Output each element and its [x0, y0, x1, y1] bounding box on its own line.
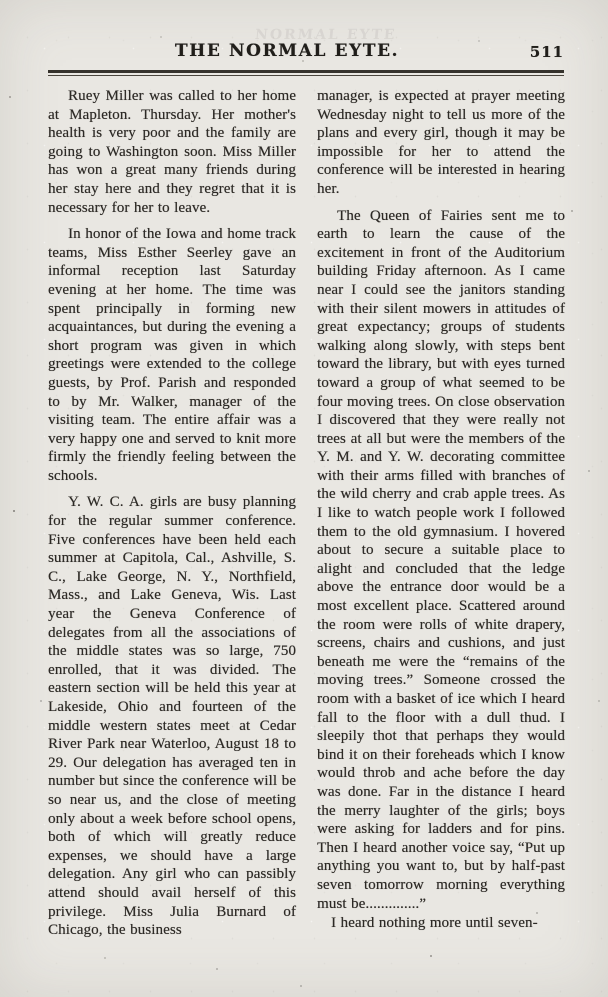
article-body [48, 87, 565, 997]
left-column [48, 87, 296, 997]
paragraph-ywca-conference: Y. W. C. A. girls are busy planning for the regular summer conference. Five conferences have been held each summer at Capitola, Cal., Ashville, S. C., Lake George, N. Y., Northfield, Mass., and Lake Geneva, Wis. Last year the Geneva Conference of delegates from all the associations of the middle states was so large, 750 enrolled, that it was divided. The eastern section will be held this year at Lakeside, Ohio and fourteen of the middle western states meet at Cedar River Park near Waterloo, August 18 to 29. Our delegation has averaged ten in number but since the conference will be so near us, and the close of meeting only about a week before school opens, both of which will greatly reduce expenses, we should have a large delegation. Any girl who can passibly attend should avail herself of this privilege. Miss Julia Burnard of Chicago, the business [48, 494, 296, 939]
paragraph-reception: In honor of the Iowa and home track teams, Miss Esther Seerley gave an informal reception last Saturday evening at her home. The time was spent principally in forming new acquaintances, but during the evening a short program was given in which greetings were extended to the college guests, by Prof. Parish and responded to by Mr. Walker, manager of the visiting team. The entire affair was a very happy one and served to knit more firmly the friendly feeling between the schools. [48, 226, 296, 484]
paragraph-ywca-continued: manager, is expected at prayer meeting Wednesday night to tell us more of the plans and every girl, though it may be impossible for her to attend the conference will be interested in hearing her. [317, 88, 565, 197]
paragraph-heard-nothing: I heard nothing more until seven- [331, 915, 538, 932]
paragraph-queen-of-fairies: The Queen of Fairies sent me to earth to learn the cause of the excitement in front of the Auditorium building Friday afternoon. As I came near I could see the janitors standing with their silent mowers in attitudes of great expectancy; groups of students walking along slowly, with steps bent toward the library, but with eyes turned toward a group of what seemed to be four moving trees. On close observation I discovered that they were really not trees at all but were the members of the Y. M. and Y. W. decorating committee with their arms filled with branches of the wild cherry and crab apple trees. As I like to watch people work I followed them to the old gymnasium. I hovered about to secure a suitable place to alight and concluded that the ledge above the entrance door would be a most excellent place. Scattered around the room were rolls of white drapery, screens, chairs and cushions, and just beneath me were the “remains of the moving trees.” Someone crossed the room with a basket of ice which I heard fall to the floor with a dull thud. I sleepily thot that perhaps they would bind it on their foreheads which I know would throb and ache before the day was done. Far in the distance I heard the merry laughter of the girls; boys were asking for ladders and for pins. Then I heard another voice say, “Put up anything you want to, but by half-past seven tomorrow morning everything must be..............” [317, 207, 565, 912]
page-number: 511 [529, 43, 564, 61]
double-rule [48, 70, 564, 76]
paragraph-ruey-miller: Ruey Miller was called to her home at Mapleton. Thursday. Her mother's health is very poor and the family are going to Washington soon. Miss Miller has won a great many friends during her stay here and they regret that it is necessary for her to leave. [48, 88, 296, 216]
masthead [0, 0, 608, 86]
right-column [317, 87, 565, 997]
masthead-title: THE NORMAL EYTE. [174, 41, 400, 61]
ink-bleed-ghost: NORMAL EYTE [254, 27, 398, 43]
